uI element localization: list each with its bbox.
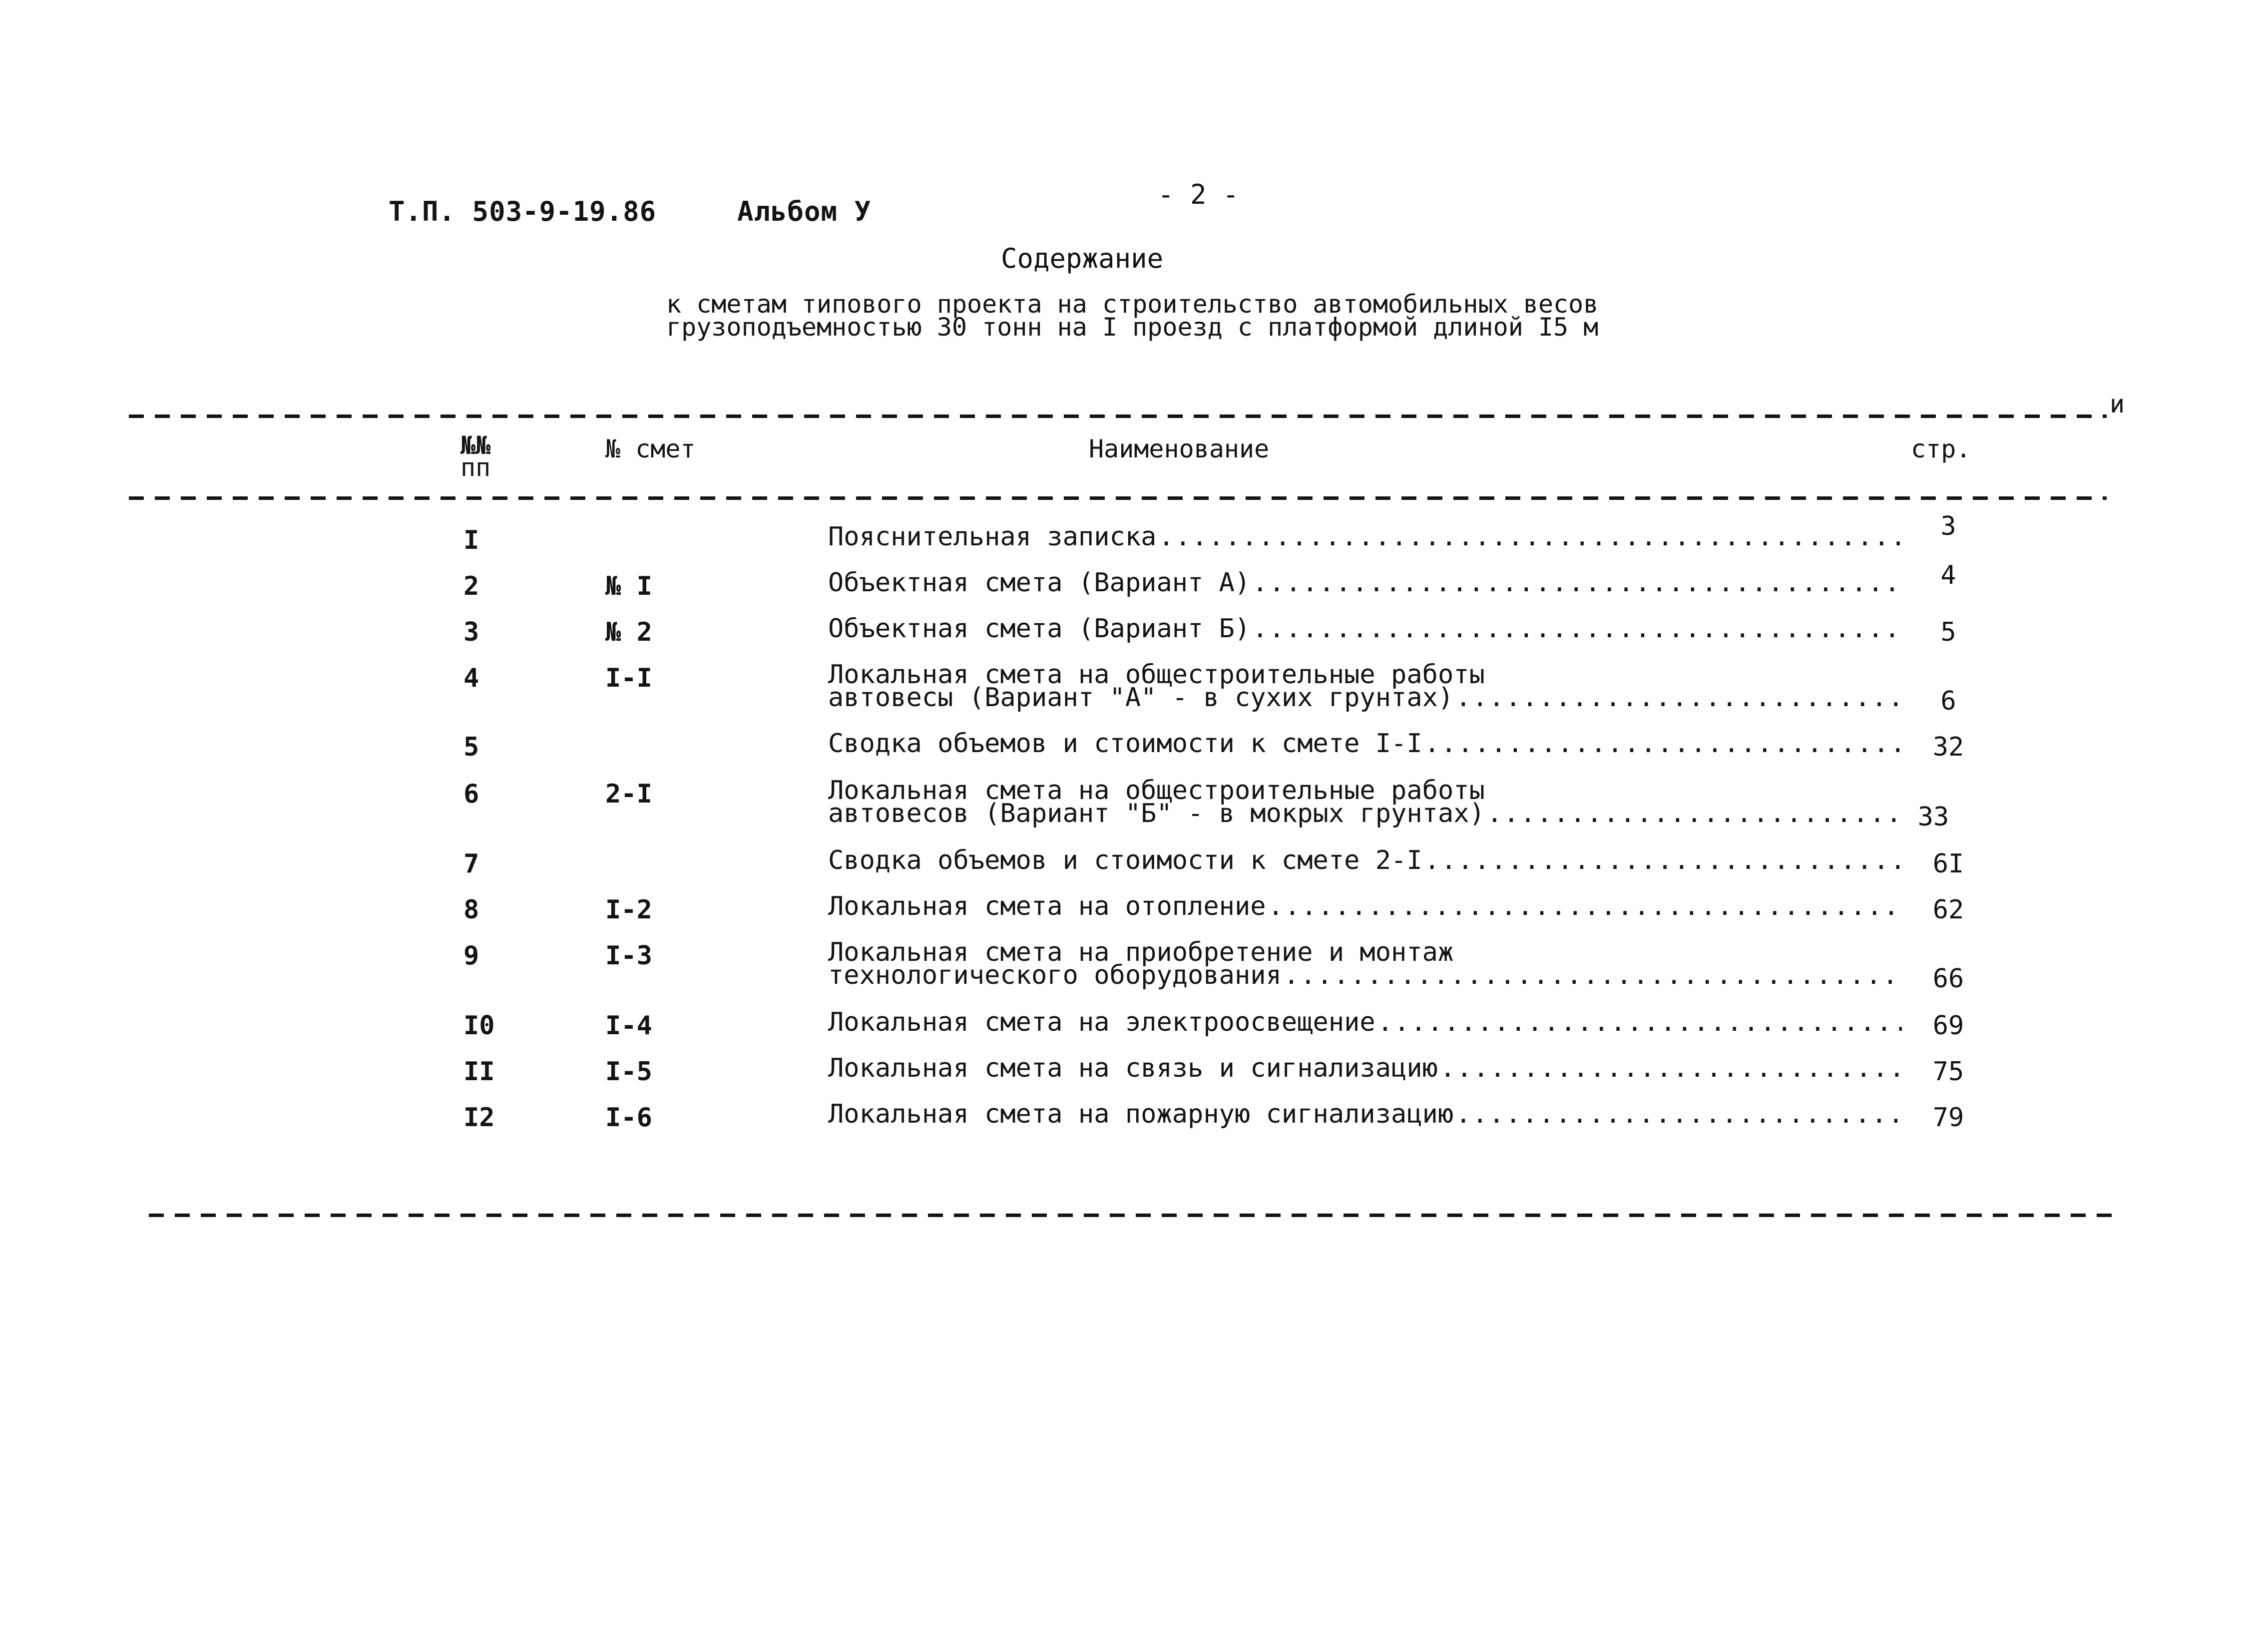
row-number: 8 — [463, 895, 479, 925]
row-number: 9 — [463, 941, 479, 971]
row-number: I2 — [463, 1103, 495, 1133]
row-page: 69 — [1932, 1011, 1964, 1041]
row-name-line1: Локальная смета на связь и сигнализацию — [828, 1053, 1438, 1083]
row-name — [828, 660, 1902, 713]
row-page: 32 — [1932, 732, 1964, 762]
row-estimate: I-5 — [605, 1057, 652, 1087]
dot-leader — [1252, 617, 1902, 640]
album-label: Альбом У — [737, 196, 872, 227]
row-page: 6 — [1940, 686, 1956, 716]
row-name-line1: Локальная смета на отопление — [828, 891, 1266, 921]
column-header-number-line1: №№ — [460, 431, 491, 460]
corner-mark: и — [2110, 390, 2125, 418]
row-page: 4 — [1940, 560, 1956, 590]
row-page: 62 — [1932, 895, 1964, 925]
row-name-line1: Локальная смета на общестроительные работы — [828, 776, 1485, 806]
row-name — [828, 1007, 1902, 1037]
row-name-line1: Пояснительная записка — [828, 522, 1157, 552]
bottom-rule — [149, 1214, 2112, 1217]
row-name-line1: Локальная смета на электроосвещение — [828, 1007, 1375, 1037]
page-number: - 2 - — [1158, 179, 1239, 210]
row-name — [828, 522, 1902, 552]
row-name — [828, 568, 1902, 598]
column-header-estimate: № смет — [605, 434, 696, 463]
row-name-line1: Объектная смета (Вариант Б) — [828, 614, 1251, 644]
row-name-line2: автовесов (Вариант "Б" - в мокрых грунтах) — [828, 799, 1485, 828]
dot-leader — [1455, 1103, 1902, 1126]
subtitle-line-2: грузоподъемностью 30 тонн на I проезд с платформой длиной I5 м — [666, 313, 1599, 342]
row-estimate: I-4 — [605, 1011, 652, 1041]
dot-leader — [1487, 802, 1902, 825]
row-number: II — [463, 1057, 495, 1087]
row-estimate: I-2 — [605, 895, 652, 925]
row-estimate: № I — [605, 571, 652, 601]
column-header-name: Наименование — [1089, 434, 1270, 463]
dot-leader — [1377, 1011, 1902, 1034]
row-estimate: I-3 — [605, 941, 652, 971]
row-number: I — [463, 525, 479, 555]
row-name-line2: технологического оборудования — [828, 960, 1282, 990]
top-rule — [129, 414, 2107, 418]
header-rule — [129, 496, 2107, 500]
dot-leader — [1424, 849, 1902, 872]
subtitle-line-1: к сметам типового проекта на строительство автомобильных весов — [666, 290, 1599, 319]
row-name — [828, 614, 1902, 644]
row-page: 3 — [1940, 511, 1956, 541]
row-page: 6I — [1932, 849, 1964, 879]
dot-leader — [1158, 525, 1902, 548]
page-title: Содержание — [1001, 243, 1164, 274]
row-estimate: I-I — [605, 663, 652, 693]
row-number: I0 — [463, 1011, 495, 1041]
row-name-line1: Локальная смета на общестроительные работы — [828, 660, 1485, 690]
row-name-line1: Локальная смета на пожарную сигнализацию — [828, 1099, 1454, 1129]
row-name-line1: Локальная смета на приобретение и монтаж — [828, 937, 1454, 967]
row-estimate: 2-I — [605, 779, 652, 809]
dot-leader — [1284, 964, 1902, 987]
row-name — [828, 891, 1902, 921]
row-estimate: I-6 — [605, 1103, 652, 1133]
document-code: Т.П. 503-9-19.86 — [389, 196, 657, 227]
row-name — [828, 776, 1902, 828]
row-name — [828, 937, 1902, 990]
row-number: 5 — [463, 732, 479, 762]
dot-leader — [1455, 686, 1902, 709]
row-number: 4 — [463, 663, 479, 693]
row-page: 66 — [1932, 964, 1964, 994]
column-header-number-line2: пп — [460, 453, 491, 482]
row-name — [828, 845, 1902, 875]
row-name — [828, 1099, 1902, 1129]
row-page: 79 — [1932, 1103, 1964, 1133]
row-number: 7 — [463, 849, 479, 879]
dot-leader — [1252, 571, 1902, 594]
row-estimate: № 2 — [605, 617, 652, 647]
row-page: 75 — [1932, 1057, 1964, 1087]
row-name-line1: Сводка объемов и стоимости к смете I-I — [828, 729, 1422, 759]
row-page: 33 — [1917, 802, 1949, 832]
row-number: 6 — [463, 779, 479, 809]
dot-leader — [1424, 732, 1902, 755]
row-number: 2 — [463, 571, 479, 601]
dot-leader — [1440, 1057, 1902, 1080]
column-header-number — [460, 431, 491, 482]
dot-leader — [1268, 895, 1902, 918]
row-number: 3 — [463, 617, 479, 647]
row-name-line2: автовесы (Вариант "А" - в сухих грунтах) — [828, 683, 1454, 713]
row-name-line1: Сводка объемов и стоимости к смете 2-I — [828, 845, 1422, 875]
row-name — [828, 1053, 1902, 1083]
row-name — [828, 729, 1902, 759]
row-page: 5 — [1940, 617, 1956, 647]
column-header-page: стр. — [1911, 434, 1971, 463]
row-name-line1: Объектная смета (Вариант А) — [828, 568, 1251, 598]
